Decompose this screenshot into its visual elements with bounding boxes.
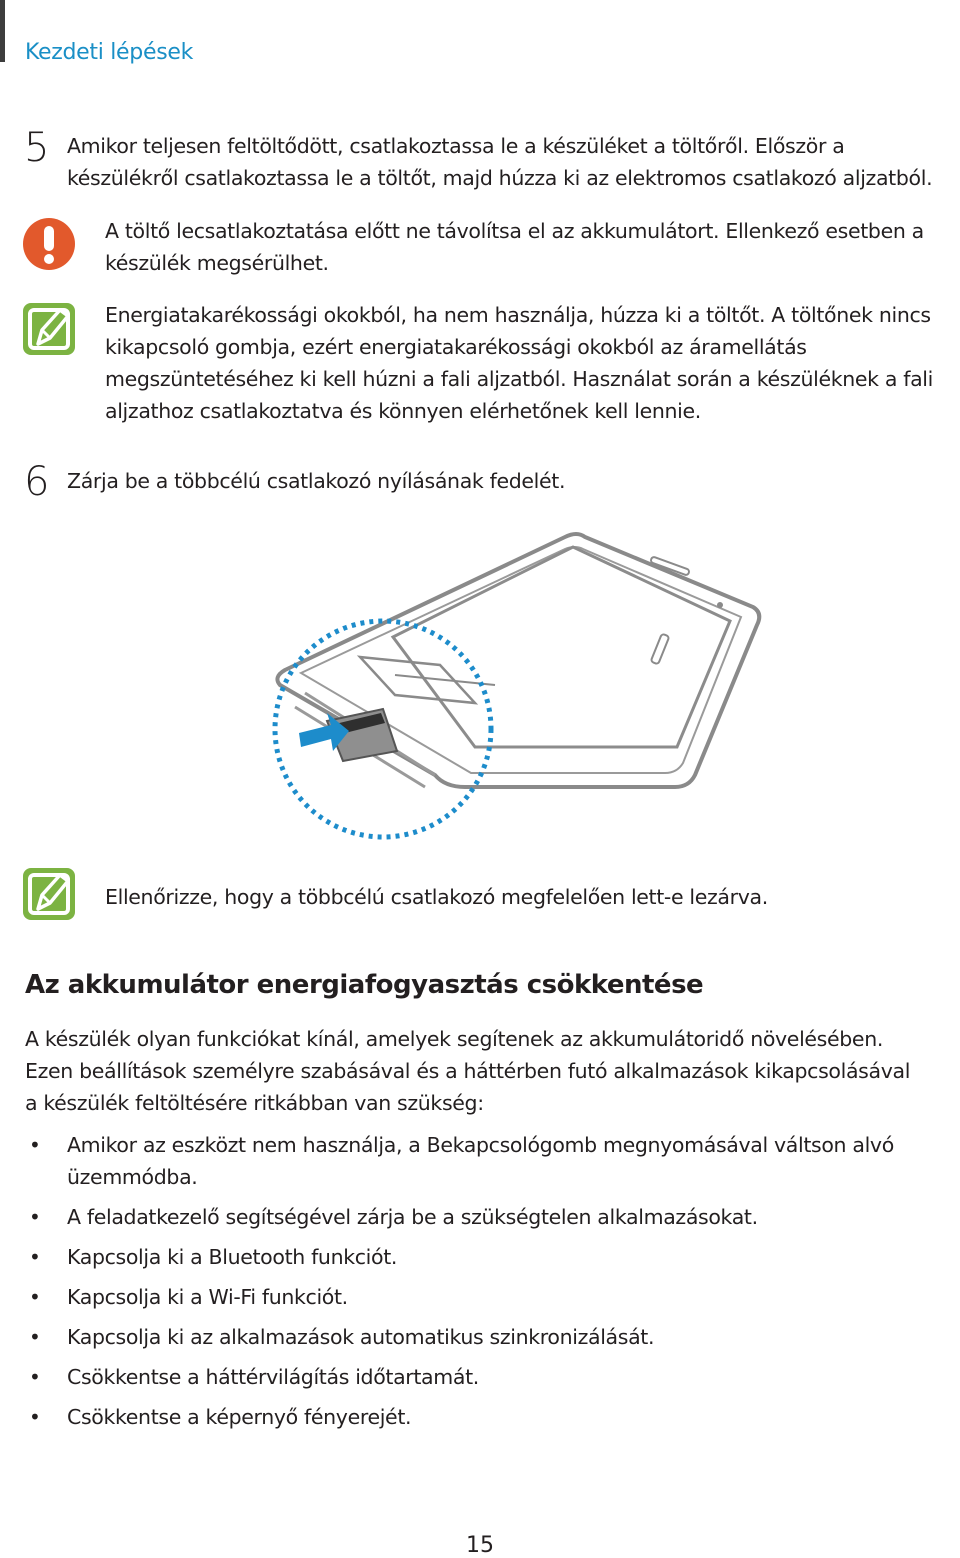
page-number: 15 [466,1533,494,1558]
list-item-text: Csökkentse a háttérvilágítás időtartamát. [67,1365,479,1389]
list-item-text: Amikor az eszközt nem használja, a Bekapcsológomb megnyomásával váltson alvó üzemmódba. [67,1133,894,1189]
list-item [25,1321,925,1353]
list-item [25,1401,925,1433]
step-number: 6 [24,459,50,505]
intro-paragraph: A készülék olyan funkciókat kínál, amelyek segítenek az akkumulátoridő növelésében. Ezen beállítások személyre szabásával és a háttérben futó alkalmazások kikapcsolásával a készülék feltöltésére ritkábban van szükség: [25,1027,911,1115]
bullet-icon: • [29,1405,41,1429]
pencil-note-icon [22,867,76,921]
list-item [25,1129,925,1193]
exclamation-caution-icon [22,217,76,271]
bullet-icon: • [29,1365,41,1389]
step-text: Amikor teljesen feltöltődött, csatlakoztassa le a készüléket a töltőről. Először a készülékről csatlakoztassa le a töltőt, majd húzza ki az elektromos csatlakozó aljzatból. [67,134,933,190]
bullet-icon: • [29,1133,41,1157]
list-item [25,1201,925,1233]
pencil-note-icon [22,302,76,356]
section-title: Kezdeti lépések [25,40,194,65]
list-item [25,1361,925,1393]
caution-text: A töltő lecsatlakoztatása előtt ne távolítsa el az akkumulátort. Ellenkező esetben a készülék megsérülhet. [105,219,924,275]
step-text: Zárja be a többcélú csatlakozó nyílásának fedelét. [67,469,566,493]
list-item-text: A feladatkezelő segítségével zárja be a szükségtelen alkalmazásokat. [67,1205,758,1229]
list-item-text: Kapcsolja ki a Wi-Fi funkciót. [67,1285,348,1309]
step-number: 5 [24,125,50,171]
list-item [25,1281,925,1313]
device-cover-illustration [265,525,765,845]
bullet-icon: • [29,1245,41,1269]
list-item-text: Kapcsolja ki az alkalmazások automatikus szinkronizálását. [67,1325,655,1349]
section-heading: Az akkumulátor energiafogyasztás csökkentése [25,970,704,1000]
list-item-text: Kapcsolja ki a Bluetooth funkciót. [67,1245,398,1269]
list-item-text: Csökkentse a képernyő fényerejét. [67,1405,412,1429]
bullet-icon: • [29,1325,41,1349]
bullet-icon: • [29,1205,41,1229]
list-item [25,1241,925,1273]
bullet-icon: • [29,1285,41,1309]
note-text: Energiatakarékossági okokból, ha nem használja, húzza ki a töltőt. A töltőnek nincs kikapcsoló gombja, ezért energiatakarékossági okokból az áramellátás megszüntetéséhez ki kell húzni a fali aljzatból. Használat során a készüléknek a fali aljzathoz csatlakoztatva és könnyen elérhetőnek kell lennie. [105,303,933,423]
note-text: Ellenőrizze, hogy a többcélú csatlakozó megfelelően lett-e lezárva. [105,885,768,909]
section-tab-marker [0,0,5,62]
